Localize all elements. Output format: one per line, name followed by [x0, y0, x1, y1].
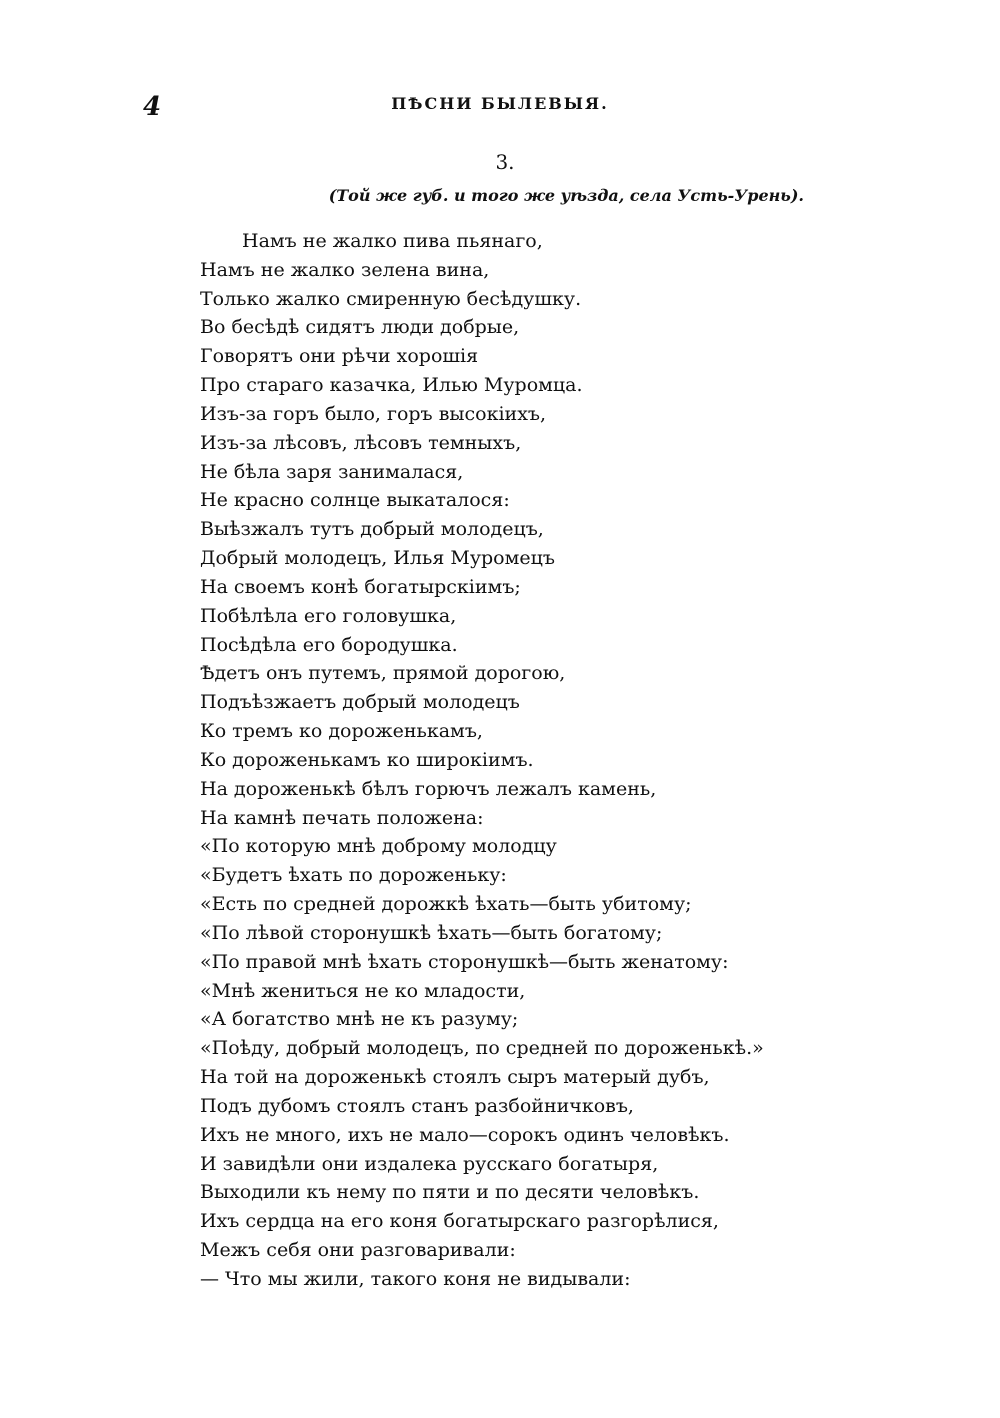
poem-line: Подъ дубомъ стоялъ станъ разбойничковъ,	[200, 1094, 634, 1117]
page-number: 4	[143, 92, 162, 122]
poem-line: Только жалко смиренную бесѣдушку.	[200, 287, 582, 310]
poem-line: Посѣдѣла его бородушка.	[200, 633, 458, 656]
poem-line: Подъѣзжаетъ добрый молодецъ	[200, 691, 520, 714]
poem-line: Ихъ не много, ихъ не мало—сорокъ одинъ человѣкъ.	[200, 1123, 730, 1146]
poem-line: «Есть по средней дорожкѣ ѣхать—быть убитому;	[200, 893, 692, 916]
poem-line: Выѣзжалъ тутъ добрый молодецъ,	[200, 518, 544, 541]
poem-line: На камнѣ печать положена:	[200, 806, 484, 829]
poem-line: Не красно солнце выкаталося:	[200, 489, 510, 512]
poem-line: Не бѣла заря занималася,	[200, 460, 464, 483]
poem-line: На той на дороженькѣ стоялъ сыръ матерый дубъ,	[200, 1066, 710, 1089]
running-head: ПѢСНИ БЫЛЕВЫЯ.	[391, 94, 609, 113]
poem-line: Изъ-за горъ было, горъ высокіихъ,	[200, 402, 547, 425]
poem-line: «Поѣду, добрый молодецъ, по средней по дороженькѣ.»	[200, 1037, 764, 1060]
poem-line: На дороженькѣ бѣлъ горючъ лежалъ камень,	[200, 777, 657, 800]
source-note: (Той же губ. и того же уѣзда, села Усть-Урень).	[328, 186, 804, 205]
poem-line: Межъ себя они разговаривали:	[200, 1238, 516, 1261]
poem-line: Ѣдетъ онъ путемъ, прямой дорогою,	[200, 662, 566, 685]
poem-line: Про стараго казачка, Илью Муромца.	[200, 374, 583, 397]
poem-line: На своемъ конѣ богатырскіимъ;	[200, 575, 521, 598]
poem-line: Изъ-за лѣсовъ, лѣсовъ темныхъ,	[200, 431, 522, 454]
poem-line: Ихъ сердца на его коня богатырскаго разгорѣлися,	[200, 1210, 719, 1233]
poem-line: «По лѣвой сторонушкѣ ѣхать—быть богатому;	[200, 921, 663, 944]
poem-line: «По правой мнѣ ѣхать сторонушкѣ—быть женатому:	[200, 950, 729, 973]
poem-line: «Будетъ ѣхать по дороженьку:	[200, 864, 507, 887]
poem-line: «А богатство мнѣ не къ разуму;	[200, 1008, 519, 1031]
poem-line: И завидѣли они издалека русскаго богатыря,	[200, 1152, 659, 1175]
poem-line: Говорятъ они рѣчи хорошія	[200, 345, 479, 368]
poem-line: «По которую мнѣ доброму молодцу	[200, 835, 557, 858]
poem-line: Во бесѣдѣ сидятъ люди добрые,	[200, 316, 520, 339]
poem-line: Побѣлѣла его головушка,	[200, 604, 457, 627]
poem-line: Намъ не жалко пива пьянаго,	[242, 230, 543, 252]
poem-line: Ко дороженькамъ ко широкіимъ.	[200, 748, 534, 771]
poem-line: «Мнѣ жениться не ко младости,	[200, 979, 526, 1002]
poem-text	[200, 227, 764, 1294]
poem-line: Намъ не жалко зелена вина,	[200, 258, 490, 281]
poem-line: Ко тремъ ко дороженькамъ,	[200, 720, 483, 743]
poem-line: — Что мы жили, такого коня не видывали:	[200, 1267, 631, 1290]
poem-line: Выходили къ нему по пяти и по десяти человѣкъ.	[200, 1181, 700, 1204]
song-number: 3.	[495, 150, 515, 174]
poem-line: Добрый молодецъ, Илья Муромецъ	[200, 547, 555, 570]
